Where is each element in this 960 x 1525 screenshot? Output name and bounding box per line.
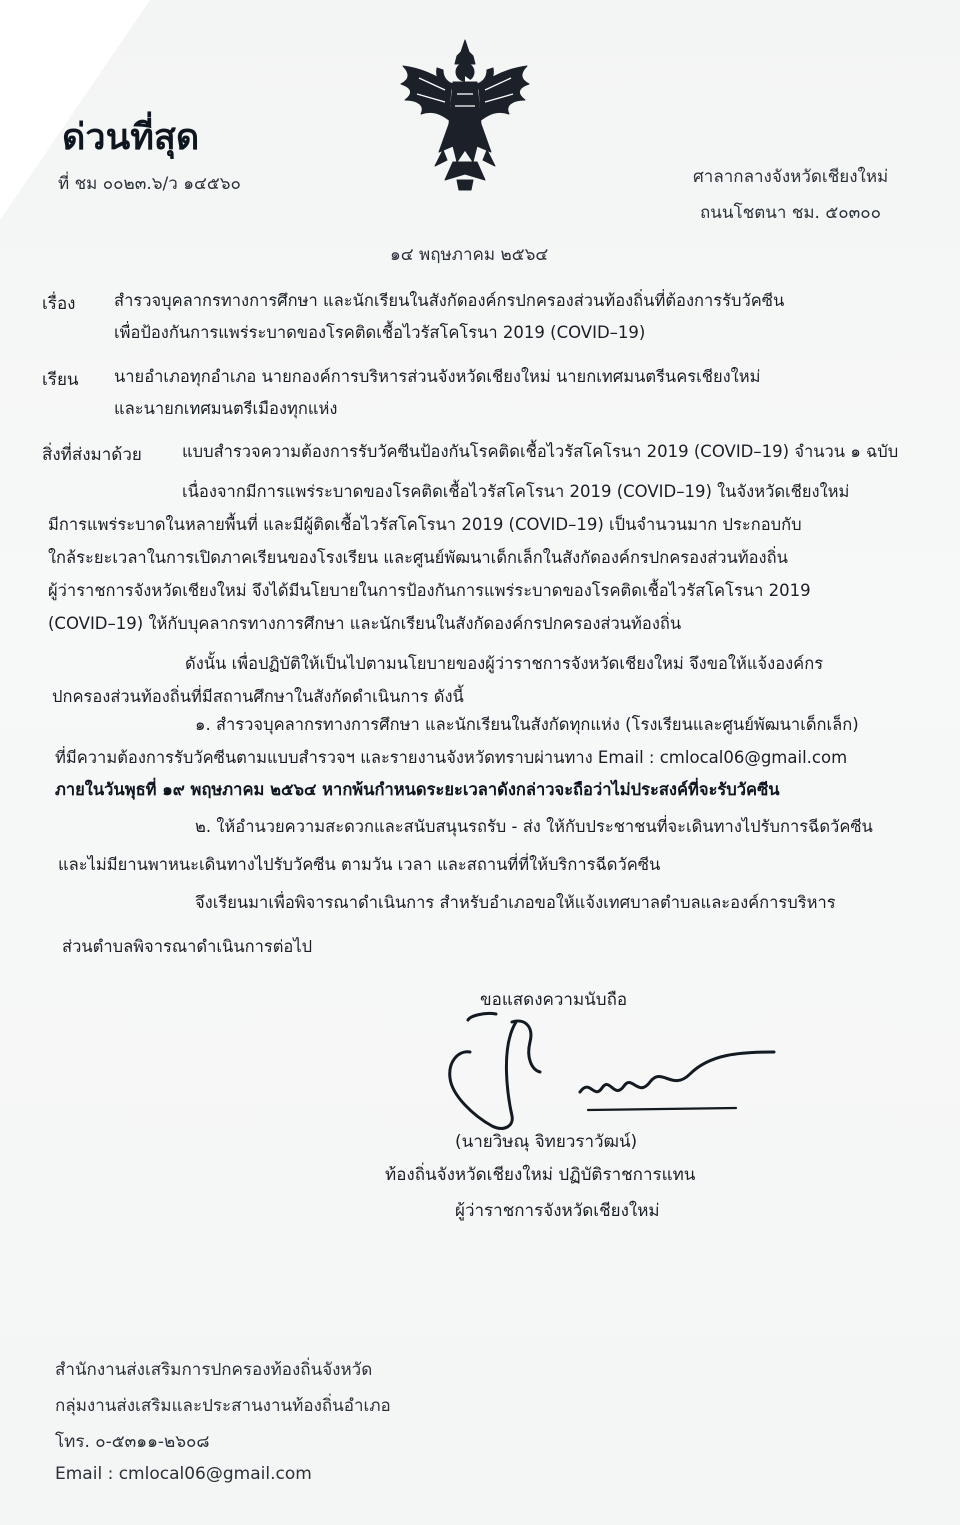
item1-deadline: ภายในวันพุธที่ ๑๙ พฤษภาคม ๒๕๖๔ หากพ้นกำหนดระยะเวลาดังกล่าวจะถือว่าไม่ประสงค์ที่จะรับวัคซีน (55, 780, 780, 799)
signatory-title1: ท้องถิ่นจังหวัดเชียงใหม่ ปฏิบัติราชการแทน (385, 1165, 696, 1185)
body-para1-line1: เนื่องจากมีการแพร่ระบาดของโรคติดเชื้อไวรัสโคโรนา 2019 (COVID–19) ในจังหวัดเชียงใหม่ (182, 482, 850, 501)
office-address-line1: ศาลากลางจังหวัดเชียงใหม่ (693, 167, 889, 187)
closing-line2: ส่วนตำบลพิจารณาดำเนินการต่อไป (62, 937, 313, 956)
body-para1-line5: (COVID–19) ให้กับบุคลากรทางการศึกษา และนักเรียนในสังกัดองค์กรปกครองส่วนท้องถิ่น (48, 614, 682, 633)
footer-email: Email : cmlocal06@gmail.com (55, 1464, 312, 1484)
signatory-name: (นายวิษณุ จิทยวราวัฒน์) (455, 1132, 638, 1152)
subject-label: เรื่อง (42, 294, 76, 314)
signatory-title2: ผู้ว่าราชการจังหวัดเชียงใหม่ (455, 1201, 660, 1221)
document-number: ที่ ชม ๐๐๒๓.๖/ว ๑๔๕๖๐ (58, 174, 241, 194)
item2-line1: ๒. ให้อำนวยความสะดวกและสนับสนุนรถรับ - ส่ง ให้กับประชาชนที่จะเดินทางไปรับการฉีดวัคซีน (195, 817, 873, 836)
item1-line2: ที่มีความต้องการรับวัคซีนตามแบบสำรวจฯ และรายงานจังหวัดทราบผ่านทาง Email : cmlocal06@gmail.com (55, 748, 848, 767)
footer-phone: โทร. ๐-๕๓๑๑-๒๖๐๘ (55, 1432, 210, 1452)
item2-line2: และไม่มียานพาหนะเดินทางไปรับวัคซีน ตามวัน เวลา และสถานที่ที่ให้บริการฉีดวัคซีน (58, 855, 661, 874)
item1-line1: ๑. สำรวจบุคลากรทางการศึกษา และนักเรียนในสังกัดทุกแห่ง (โรงเรียนและศูนย์พัฒนาเด็กเล็ก) (195, 715, 859, 734)
signature-closing: ขอแสดงความนับถือ (480, 990, 628, 1010)
subject-line1: สำรวจบุคลากรทางการศึกษา และนักเรียนในสังกัดองค์กรปกครองส่วนท้องถิ่นที่ต้องการรับวัคซีน (114, 291, 785, 310)
body-para2-line2: ปกครองส่วนท้องถิ่นที่มีสถานศึกษาในสังกัดดำเนินการ ดังนี้ (52, 687, 464, 706)
closing-line1: จึงเรียนมาเพื่อพิจารณาดำเนินการ สำหรับอำเภอขอให้แจ้งเทศบาลตำบลและองค์การบริหาร (195, 893, 836, 912)
handwritten-signature (440, 1008, 780, 1138)
recipient-line2: และนายกเทศมนตรีเมืองทุกแห่ง (114, 399, 338, 418)
body-para2-line1: ดังนั้น เพื่อปฏิบัติให้เป็นไปตามนโยบายของผู้ว่าราชการจังหวัดเชียงใหม่ จึงขอให้แจ้งองค์กร (185, 654, 824, 673)
enclosure-label: สิ่งที่ส่งมาด้วย (42, 445, 142, 465)
footer-office: สำนักงานส่งเสริมการปกครองท้องถิ่นจังหวัด (55, 1360, 373, 1380)
subject-line2: เพื่อป้องกันการแพร่ระบาดของโรคติดเชื้อไวรัสโคโรนา 2019 (COVID–19) (114, 323, 646, 342)
body-para1-line3: ใกล้ระยะเวลาในการเปิดภาคเรียนของโรงเรียน และศูนย์พัฒนาเด็กเล็กในสังกัดองค์กรปกครองส่วนท้องถิ่น (48, 548, 788, 567)
recipient-line1: นายอำเภอทุกอำเภอ นายกองค์การบริหารส่วนจังหวัดเชียงใหม่ นายกเทศมนตรีนครเชียงใหม่ (114, 367, 761, 386)
body-para1-line2: มีการแพร่ระบาดในหลายพื้นที่ และมีผู้ติดเชื้อไวรัสโคโรนา 2019 (COVID–19) เป็นจำนวนมาก ประกอบกับ (48, 515, 802, 534)
urgency-heading: ด่วนที่สุด (62, 117, 200, 158)
enclosure-text: แบบสำรวจความต้องการรับวัคซีนป้องกันโรคติดเชื้อไวรัสโคโรนา 2019 (COVID–19) จำนวน ๑ ฉบับ (182, 442, 899, 461)
office-address-line2: ถนนโชตนา ชม. ๕๐๓๐๐ (700, 203, 881, 223)
garuda-emblem-icon (395, 34, 535, 192)
recipient-label: เรียน (42, 370, 79, 390)
document-date: ๑๔ พฤษภาคม ๒๕๖๔ (390, 245, 549, 265)
body-para1-line4: ผู้ว่าราชการจังหวัดเชียงใหม่ จึงได้มีนโยบายในการป้องกันการแพร่ระบาดของโรคติดเชื้อไวรัสโคโรนา 2019 (48, 581, 811, 600)
footer-division: กลุ่มงานส่งเสริมและประสานงานท้องถิ่นอำเภอ (55, 1396, 391, 1416)
